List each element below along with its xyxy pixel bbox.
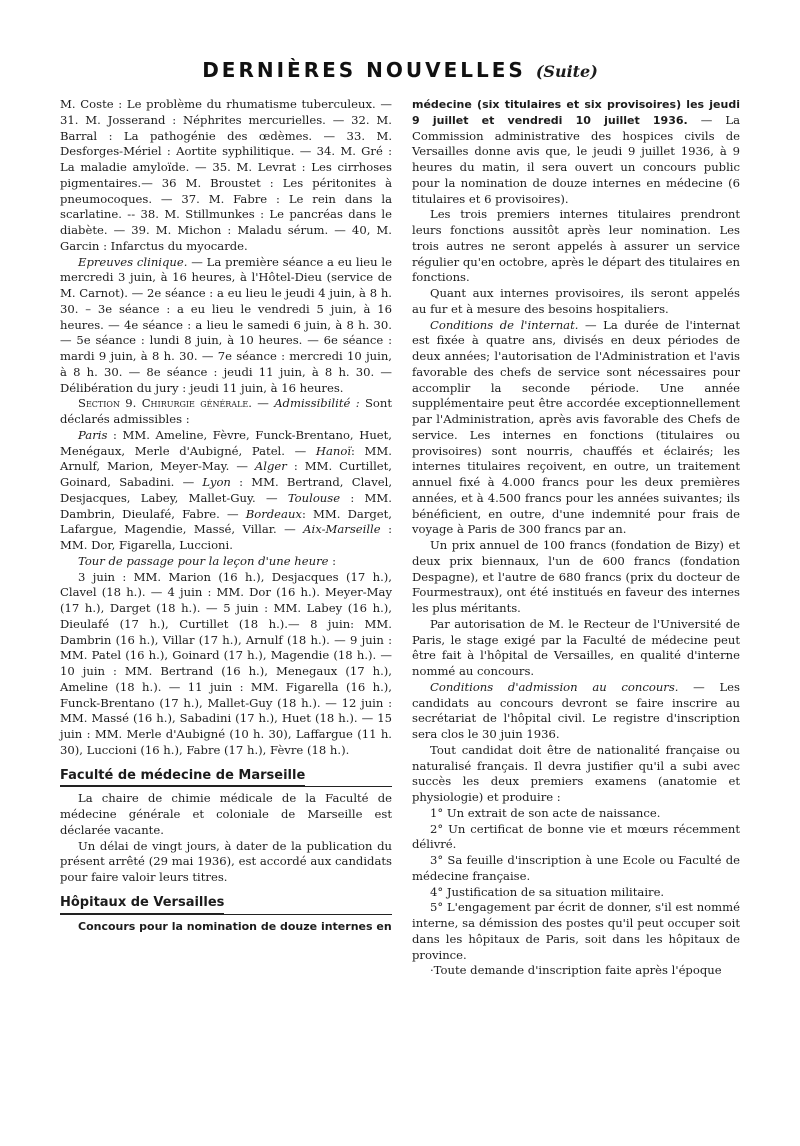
list-item: 3° Sa feuille d'inscription à une Ecole ou Faculté de médecine française. [412,853,740,883]
text-admissibles: Sont déclarés admissibles : [60,396,392,426]
paragraph-titulaires: Les trois premiers internes titulaires prendront leurs fonctions aussitôt après leur nomination. Les trois autres ne seront appelés à assurer un service régulier qu'en octobre, après le départ des titulaires en fonctions. [412,207,740,285]
paragraph-versailles-intro [412,97,740,207]
page-header [0,58,800,82]
list-item: 5° L'engagement par écrit de donner, s'il est nommé interne, sa démission des postes qu'il peut occuper soit dans les hôpitaux de Paris, soit dans les hôpitaux de province. [412,900,740,962]
list-item: 4° Justification de sa situation militaire. [430,884,665,899]
label-conditions-internat: Conditions de l'internat. [430,317,579,332]
paragraph-epreuves [60,255,392,397]
paragraph-tour-de-passage [60,554,392,570]
page-title-suite: (Suite) [535,62,598,81]
paragraph-admissibles-list [60,428,392,554]
text-commission: — La Commission administrative des hospices civils de Versailles donne avis que, le jeudi 9 juillet 1936, à 9 heures du matin, il sera ouvert un concours public pour la nomination de douze internes en médecine (6 titulaires et 6 provisoires). [412,112,740,206]
label-bordeaux: Bordeaux [245,506,302,521]
paragraph-schedule: 3 juin : MM. Marion (16 h.), Desjacques (17 h.), Clavel (18 h.). — 4 juin : MM. Dor (16 h.). Meyer-May (17 h.), Darget (18 h.). — 5 juin : MM. Labey (16 h.), Dieulafé (17 h.), Curtillet (18 h.).— 8 juin: MM. Dambrin (16 h.), Villar (17 h.), Arnulf (18 h.). — 9 juin : MM. Patel (16 h.), Goinard (17 h.), Magendie (18 h.). — 10 juin : MM. Bertrand (16 h.), Menegaux (17 h.), Ameline (18 h.). — 11 juin : MM. Figarella (16 h.), Funck-Brentano (17 h.), Mallet-Guy (18 h.). — 12 juin : MM. Massé (16 h.), Sabadini (17 h.), Huet (18 h.). — 15 juin : MM. Merle d'Aubigné (10 h. 30), Laffargue (11 h. 30), Luccioni (16 h.), Fabre (17 h.), Fèvre (18 h.). [60,569,392,757]
heading-faculte-marseille: Faculté de médecine de Marseille [60,768,305,787]
paragraph-demande-inscription: ·Toute demande d'inscription faite après l'époque [430,963,722,978]
paragraph-provisoires: Quant aux internes provisoires, ils seront appelés au fur et à mesure des besoins hospitaliers. [412,286,740,316]
section-9-title: Section 9. Chirurgie générale. [78,396,252,411]
text-alger: : MM. Curtillet, Goinard, Sabadini. — [60,459,392,489]
label-alger: Alger [254,459,287,474]
paragraph-conditions-admission [412,680,740,743]
list-item: 2° Un certificat de bonne vie et mœurs récemment délivré. [412,821,740,852]
text-paris: : MM. Ameline, Fèvre, Funck-Brentano, Huet, Menégaux, Merle d'Aubigné, Patel. — [60,427,392,458]
label-paris: Paris [78,427,108,442]
paragraph-versailles-concours: Concours pour la nomination de douze internes en [78,919,392,933]
label-lyon: Lyon [202,475,231,489]
section-9-sep: — [251,396,275,411]
paragraph-theses-list: M. Coste : Le problème du rhumatisme tuberculeux. — 31. M. Josserand : Néphrites mercurielles. — 32. M. Barral : La pathogénie des œdèmes. — 33. M. Desforges-Mériel : Aortite syphilitique. — 34. M. Gré : La maladie amyloïde. — 35. M. Levrat : Les cirrhoses pigmentaires.— 36 M. Broustet : Les péritonites à pneumocoques. — 37. M. Fabre : Le rein dans la scarlatine. -- 38. M. Stillmunkes : Le pancréas dans le diabète. — 39. M. Michon : Maladu sérum. — 40, M. Garcin : Infarctus du myocarde. [60,97,392,253]
heading-rule [60,914,392,915]
page-title: DERNIÈRES NOUVELLES [202,58,526,82]
paragraph-stage: Par autorisation de M. le Recteur de l'Université de Paris, le stage exigé par la Faculté de médecine peut être fait à l'hôpital de Versailles, en qualité d'interne nommé au concours. [412,616,740,678]
right-column [412,97,740,979]
paragraph-prix: Un prix annuel de 100 francs (fondation de Bizy) et deux prix biennaux, l'un de 600 francs (fondation Despagne), et l'autre de 680 francs (prix du docteur de Fourmestraux), ont été institués en faveur des internes les plus méritants. [412,538,740,615]
text-hanoi: : MM. Arnulf, Marion, Meyer-May. — [60,443,392,474]
text-lyon: : MM. Bertrand, Clavel, Desjacques, Labey, Mallet-Guy. — [60,475,393,505]
label-conditions-admission: Conditions d'admission au concours. [430,679,679,694]
text-conditions-admission: — Les candidats au concours devront se faire inscrire au secrétariat de l'hôpital civil. Le registre d'inscription sera clos le 30 juin 1936. [412,679,740,741]
label-toulouse: Toulouse [287,490,341,505]
paragraph-marseille-2: Un délai de vingt jours, à dater de la publication du présent arrêté (29 mai 1936), est accordé aux candidats pour faire valoir leurs titres. [60,838,392,884]
paragraph-marseille-1: La chaire de chimie médicale de la Faculté de médecine générale et coloniale de Marseille est déclarée vacante. [60,791,392,837]
heading-rule [60,786,392,787]
paragraph-conditions-internat [412,318,740,539]
text-aix-marseille: : MM. Dor, Figarella, Luccioni. [60,522,392,552]
text-concours-bold: médecine (six titulaires et six provisoires) les jeudi 9 juillet et vendredi 10 juillet 1936. [412,98,740,127]
text-epreuves: — La première séance a eu lieu le mercredi 3 juin, à 16 heures, à l'Hôtel-Dieu (service de M. Carnot). — 2e séance : a eu lieu le jeudi 4 juin, à 8 h. 30. – 3e séance : a eu lieu le vendredi 5 juin, à 16 heures. — 4e séance : a lieu le samedi 6 juin, à 8 h. 30. — 5e séance : lundi 8 juin, à 10 heures. — 6e séance : mardi 9 juin, à 8 h. 30. — 7e séance : mercredi 10 juin, à 8 h. 30. — 8e séance : jeudi 11 juin, à 8 h. 30. — Délibération du jury : jeudi 11 juin, à 16 heures. [60,254,393,395]
paragraph-section-9 [60,396,392,428]
list-item: 1° Un extrait de son acte de naissance. [430,805,661,820]
paragraph-candidat: Tout candidat doit être de nationalité française ou naturalisé français. Il devra justifier qu'il a subi avec succès les deux premiers examens (anatomie et physiologie) et produire : [412,742,740,804]
label-admissibilite: Admissibilité : [274,396,360,411]
label-epreuves: Epreuves clinique. [78,254,188,269]
text-colon: : [328,553,337,568]
heading-hopitaux-versailles: Hôpitaux de Versailles [60,895,224,914]
text-conditions-internat: — La durée de l'internat est fixée à quatre ans, divisés en deux périodes de deux années; l'autorisation de l'Administration et l'avis favorable des chefs de service sont nécessaires pour accomplir la seconde période. Une année supplémentaire peut être accordée exceptionnellement par l'Administration, après avis favorable des Chefs de service. Les internes en fonctions (titulaires ou provisoires) sont nourris, chauffés et éclairés; les internes titulaires reçoivent, en outre, un traitement annuel fixé à 4.000 francs pour les deux premières années, et à 4.500 francs pour les années suivantes; ils bénéficient, en outre, d'une indemnité pour frais de voyage à Paris de 300 francs par an. [412,317,740,537]
left-column [60,97,392,934]
text-toulouse: : MM. Dambrin, Dieulafé, Fabre. — [60,490,392,521]
label-aix-marseille: Aix-Marseille [303,522,381,537]
text-bordeaux: : MM. Darget, Lafargue, Magendie, Massé, Villar. — [60,506,392,537]
label-hanoi: Hanoï [315,443,352,458]
label-tour-de-passage: Tour de passage pour la leçon d'une heure [78,553,329,568]
